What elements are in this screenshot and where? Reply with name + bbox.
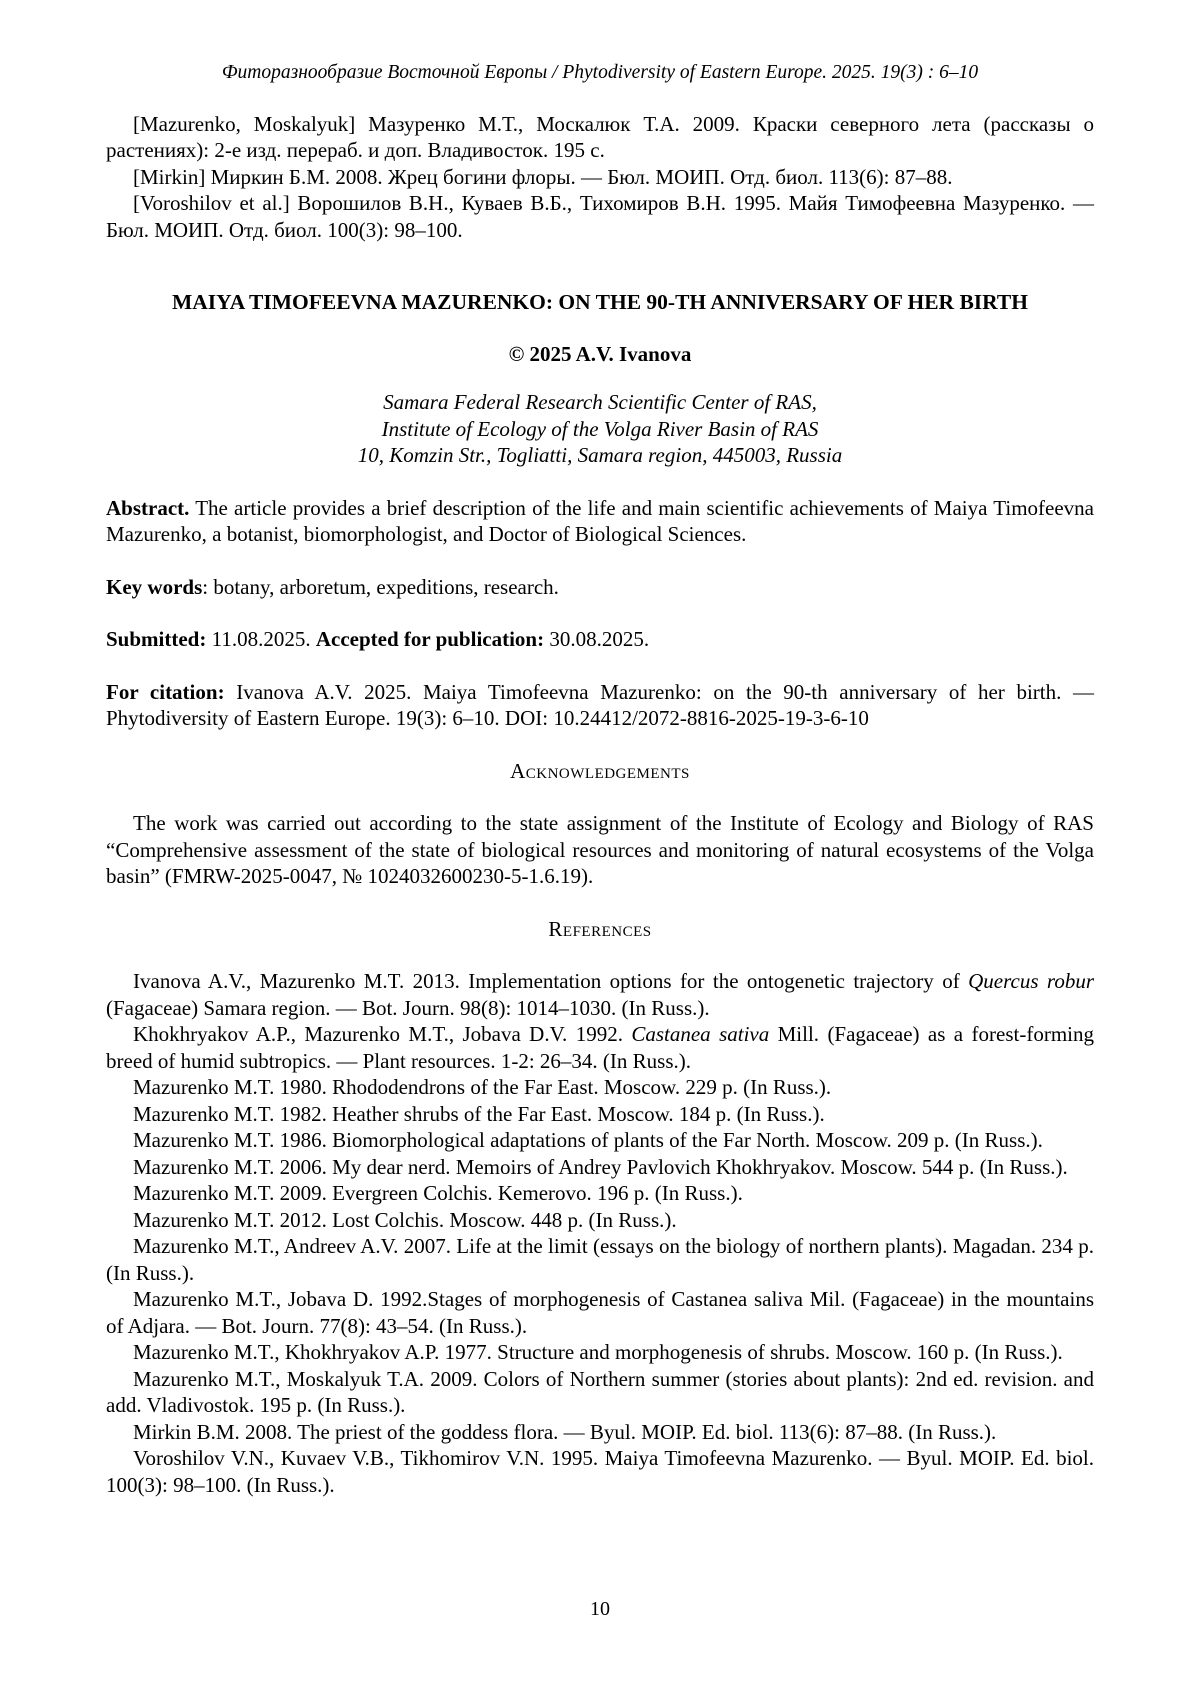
reference-item: Mirkin B.M. 2008. The priest of the goddess flora. — Byul. MOIP. Ed. biol. 113(6): 87–88. (In Russ.).: [133, 1419, 997, 1444]
reference-item: Mazurenko M.T. 1980. Rhododendrons of the Far East. Moscow. 229 p. (In Russ.).: [133, 1075, 832, 1099]
reference-item: Mazurenko M.T., Moskalyuk T.A. 2009. Colors of Northern summer (stories about plants): 2nd ed. revision. and add. Vladivostok. 195 p. (In Russ.).: [106, 1366, 1094, 1417]
running-head: Фиторазнообразие Восточной Европы / Phytodiversity of Eastern Europe. 2025. 19(3) : 6–10: [221, 62, 979, 83]
reference-item: Mazurenko M.T., Jobava D. 1992.Stages of morphogenesis of Castanea saliva Mil. (Fagaceae) in the mountains of Adjara. — Bot. Journ. 77(8): 43–54. (In Russ.).: [106, 1287, 1094, 1338]
submitted-label: Submitted:: [106, 627, 207, 651]
copyright-line: © 2025 A.V. Ivanova: [508, 341, 692, 366]
citation-paragraph: [106, 679, 1094, 732]
reference-item: [Mirkin] Миркин Б.М. 2008. Жрец богини флоры. — Бюл. МОИП. Отд. биол. 113(6): 87–88.: [133, 164, 953, 189]
references-list: [106, 968, 1094, 1498]
reference-item: Mazurenko M.T. 1982. Heather shrubs of the Far East. Moscow. 184 p. (In Russ.).: [133, 1101, 825, 1126]
page-number: 10: [590, 1598, 610, 1620]
acknowledgements-text: The work was carried out according to the state assignment of the Institute of Ecology and Biology of RAS “Comprehensive assessment of the state of biological resources and monitoring of natural ecosystems of the Volga basin” (FMRW-2025-0047, № 1024032600230-5-1.6.19).: [106, 811, 1094, 888]
dates-paragraph: [106, 626, 1094, 653]
citation-label: For citation:: [106, 679, 225, 704]
keywords-text: : botany, arboretum, expeditions, research.: [202, 574, 559, 599]
reference-item: Khokhryakov A.P., Mazurenko M.T., Jobava D.V. 1992. Castanea sativa Mill. (Fagaceae) as a forest-forming breed of humid subtropics. — Plant resources. 1-2: 26–34. (In Russ.).: [106, 1022, 1094, 1073]
acknowledgements-heading: Acknowledgements: [510, 758, 690, 783]
reference-item: Mazurenko M.T., Khokhryakov A.P. 1977. Structure and morphogenesis of shrubs. Moscow. 160 p. (In Russ.).: [133, 1340, 1063, 1364]
abstract-paragraph: [106, 495, 1094, 548]
reference-item: Mazurenko M.T. 2006. My dear nerd. Memoirs of Andrey Pavlovich Khokhryakov. Moscow. 544 p. (In Russ.).: [133, 1154, 1068, 1179]
affiliation-block: [106, 389, 1094, 469]
keywords-paragraph: [106, 574, 1094, 601]
submitted-date: 11.08.2025.: [206, 627, 316, 651]
accepted-label: Accepted for publication:: [315, 627, 545, 651]
keywords-label: Key words: [106, 574, 203, 599]
affiliation-line: Institute of Ecology of the Volga River Basin of RAS: [381, 416, 819, 441]
citation-text: Ivanova A.V. 2025. Maiya Timofeevna Mazurenko: on the 90-th anniversary of her birth. — Phytodiversity of Eastern Europe. 19(3): 6–10. DOI: 10.24412/2072-8816-2025-19-3-6-10: [106, 679, 1094, 730]
front-matter-references: [106, 111, 1094, 244]
reference-item: Voroshilov V.N., Kuvaev V.B., Tikhomirov V.N. 1995. Maiya Timofeevna Mazurenko. — Byul. MOIP. Ed. biol. 100(3): 98–100. (In Russ.).: [106, 1446, 1094, 1497]
reference-item: [Voroshilov et al.] Ворошилов В.Н., Куваев В.Б., Тихомиров В.Н. 1995. Майя Тимофеевна Мазуренко. — Бюл. МОИП. Отд. биол. 100(3): 98–100.: [106, 191, 1094, 242]
reference-item: Ivanova A.V., Mazurenko M.T. 2013. Implementation options for the ontogenetic trajectory of Quercus robur (Fagaceae) Samara region. — Bot. Journ. 98(8): 1014–1030. (In Russ.).: [106, 969, 1094, 1020]
article-title: MAIYA TIMOFEEVNA MAZURENKO: ON THE 90-TH ANNIVERSARY OF HER BIRTH: [171, 290, 1028, 314]
reference-item: Mazurenko M.T., Andreev A.V. 2007. Life at the limit (essays on the biology of northern plants). Magadan. 234 p. (In Russ.).: [106, 1234, 1094, 1285]
reference-item: Mazurenko M.T. 2009. Evergreen Colchis. Kemerovo. 196 p. (In Russ.).: [133, 1181, 743, 1205]
references-heading: References: [548, 916, 652, 941]
reference-item: Mazurenko M.T. 2012. Lost Colchis. Moscow. 448 p. (In Russ.).: [133, 1207, 677, 1232]
abstract-label: Abstract.: [106, 495, 190, 520]
abstract-text: The article provides a brief description of the life and main scientific achievements of Maiya Timofeevna Mazurenko, a botanist, biomorphologist, and Doctor of Biological Sciences.: [106, 495, 1094, 546]
affiliation-line: Samara Federal Research Scientific Center of RAS,: [383, 390, 817, 414]
reference-item: Mazurenko M.T. 1986. Biomorphological adaptations of plants of the Far North. Moscow. 209 p. (In Russ.).: [133, 1128, 1043, 1152]
accepted-date: 30.08.2025.: [544, 627, 650, 651]
affiliation-line: 10, Komzin Str., Togliatti, Samara region, 445003, Russia: [357, 443, 843, 467]
reference-item: [Mazurenko, Moskalyuk] Мазуренко М.Т., Москалюк Т.А. 2009. Краски северного лета (рассказы о растениях): 2-е изд. перераб. и доп. Владивосток. 195 с.: [106, 111, 1094, 162]
